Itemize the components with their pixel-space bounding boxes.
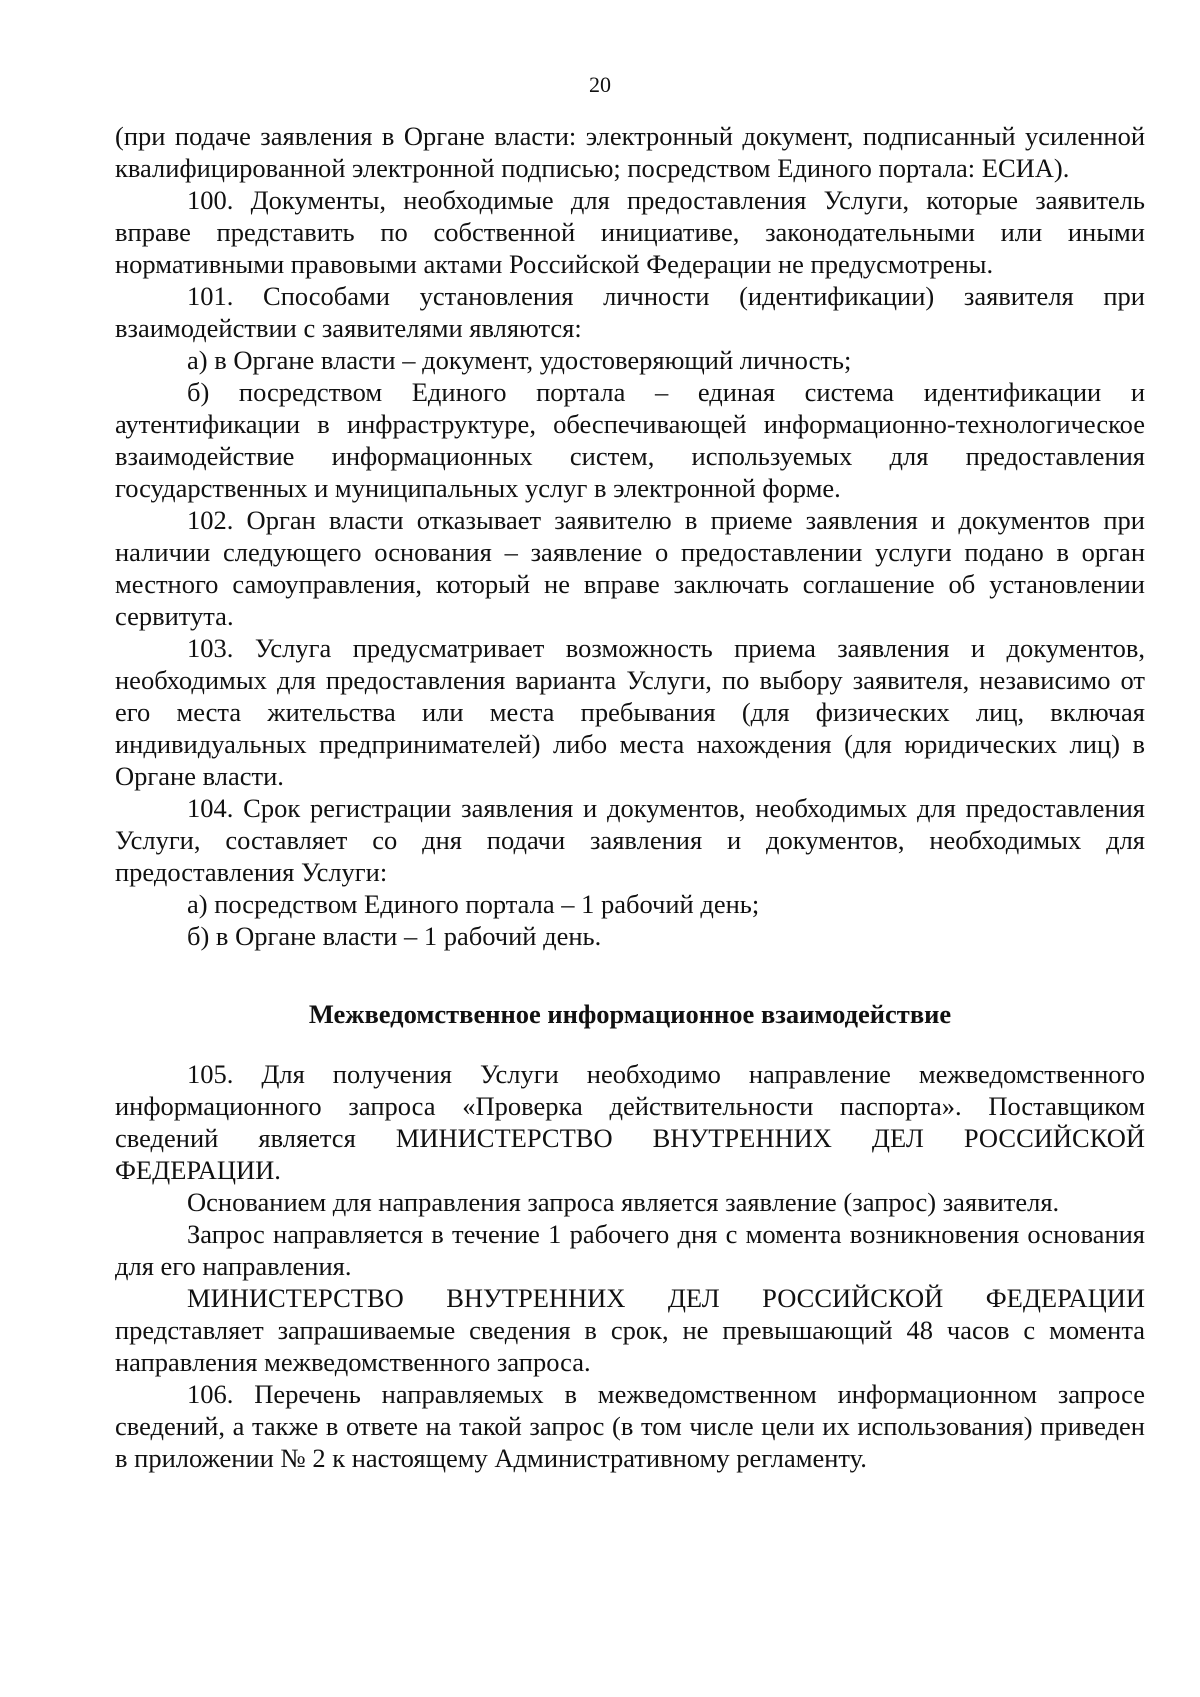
page-number: 20 bbox=[589, 72, 611, 97]
paragraph-105-sent: Запрос направляется в течение 1 рабочего дня с момента возникновения основания для его направления. bbox=[115, 1219, 1145, 1281]
paragraph-101-item-b: б) посредством Единого портала – единая система идентификации и аутентификации в инфраструктуре, обеспечивающей информационно-технологическое взаимодействие информационных систем, используемых для предоставления государственных и муниципальных услуг в электронной форме. bbox=[115, 377, 1145, 503]
document-body bbox=[115, 120, 1145, 1474]
paragraph-103: 103. Услуга предусматривает возможность приема заявления и документов, необходимых для предоставления варианта Услуги, по выбору заявителя, независимо от его места жительства или места пребывания (для физических лиц, включая индивидуальных предпринимателей) либо места нахождения (для юридических лиц) в Органе власти. bbox=[115, 633, 1145, 791]
paragraph-101: 101. Способами установления личности (идентификации) заявителя при взаимодействии с заявителями являются: bbox=[115, 281, 1145, 343]
paragraph-102: 102. Орган власти отказывает заявителю в приеме заявления и документов при наличии следующего основания – заявление о предоставлении услуги подано в орган местного самоуправления, который не вправе заключать соглашение об установлении сервитута. bbox=[115, 505, 1145, 631]
paragraph-100: 100. Документы, необходимые для предоставления Услуги, которые заявитель вправе представить по собственной инициативе, законодательными или иными нормативными правовыми актами Российской Федерации не предусмотрены. bbox=[115, 185, 1145, 279]
paragraph-105: 105. Для получения Услуги необходимо направление межведомственного информационного запроса «Проверка действительности паспорта». Поставщиком сведений является МИНИСТЕРСТВО ВНУТРЕННИХ ДЕЛ РОССИЙСКОЙ ФЕДЕРАЦИИ. bbox=[115, 1059, 1145, 1185]
paragraph-101-item-a: а) в Органе власти – документ, удостоверяющий личность; bbox=[187, 345, 852, 375]
paragraph-104: 104. Срок регистрации заявления и документов, необходимых для предоставления Услуги, составляет со дня подачи заявления и документов, необходимых для предоставления Услуги: bbox=[115, 793, 1145, 887]
paragraph-105-ministry: МИНИСТЕРСТВО ВНУТРЕННИХ ДЕЛ РОССИЙСКОЙ ФЕДЕРАЦИИ представляет запрашиваемые сведения в срок, не превышающий 48 часов с момента направления межведомственного запроса. bbox=[115, 1283, 1145, 1377]
paragraph-continuation: (при подаче заявления в Органе власти: электронный документ, подписанный усиленной квалифицированной электронной подписью; посредством Единого портала: ЕСИА). bbox=[115, 121, 1145, 183]
paragraph-106: 106. Перечень направляемых в межведомственном информационном запросе сведений, а также в ответе на такой запрос (в том числе цели их использования) приведен в приложении № 2 к настоящему Административному регламенту. bbox=[115, 1379, 1145, 1473]
section-heading: Межведомственное информационное взаимодействие bbox=[308, 999, 952, 1029]
paragraph-104-item-a: а) посредством Единого портала – 1 рабочий день; bbox=[187, 889, 760, 919]
paragraph-105-basis: Основанием для направления запроса является заявление (запрос) заявителя. bbox=[187, 1187, 1060, 1217]
paragraph-104-item-b: б) в Органе власти – 1 рабочий день. bbox=[187, 921, 602, 951]
